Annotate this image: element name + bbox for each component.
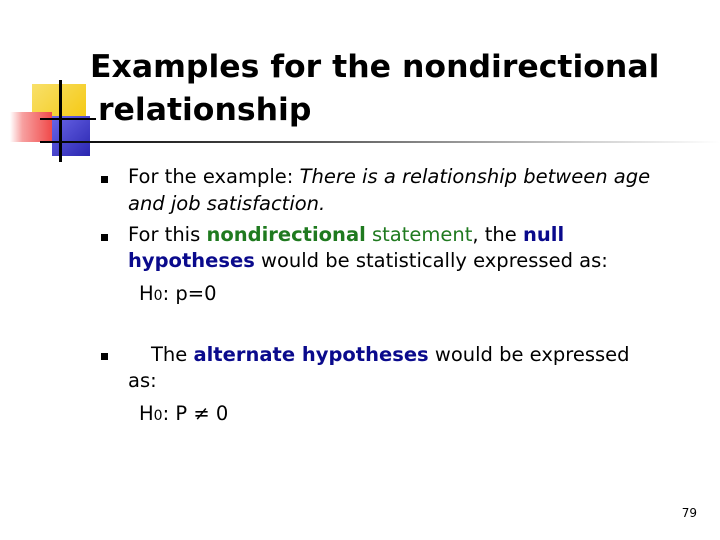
square-bullet-icon: [101, 353, 108, 360]
formula-null-expression: : p=0: [162, 282, 217, 305]
formula-alternate-expression: : P ≠ 0: [162, 402, 229, 425]
page-number: 79: [681, 506, 697, 520]
slide-title-line2: relationship: [98, 92, 312, 128]
bullet-3-text-c: would be expressed: [428, 343, 630, 366]
bullet-2-formula: [139, 280, 217, 310]
formula-subscript: 0: [153, 408, 163, 424]
bullet-2-text-d: , the: [472, 223, 523, 246]
decor-vertical-rule: [59, 80, 62, 162]
bullet-2-null-emphasis: null: [523, 223, 565, 246]
square-bullet-icon: [101, 176, 108, 183]
bullet-3-formula: [139, 400, 228, 430]
formula-h-symbol: H: [139, 402, 154, 425]
bullet-3-alternate-emphasis: alternate hypotheses: [193, 343, 429, 366]
bullet-1-example-italic: There is a relationship between age: [299, 165, 651, 188]
decor-red-square: [10, 112, 52, 142]
formula-subscript: 0: [153, 288, 163, 304]
bullet-2-text-a: For this: [128, 223, 207, 246]
decor-blue-square: [52, 116, 90, 156]
slide-title: [90, 46, 700, 132]
square-bullet-icon: [101, 234, 108, 241]
bullet-2-line2: [128, 247, 608, 274]
bullet-1-line2: and job satisfaction.: [128, 192, 326, 215]
bullet-3-text-a: The: [151, 343, 194, 366]
bullet-1-prefix: For the example:: [128, 165, 300, 188]
formula-h-symbol: H: [139, 282, 154, 305]
bullet-3-line1: [151, 341, 630, 368]
bullet-2-statement-emphasis: statement: [365, 223, 473, 246]
bullet-2-hypotheses-emphasis: hypotheses: [128, 249, 255, 272]
slide-title-line1: Examples for the nondirectional: [90, 49, 660, 85]
decor-short-rule: [40, 118, 96, 120]
bullet-1-line1: [128, 163, 650, 190]
bullet-2-line1: [128, 221, 564, 248]
title-underline-rule: [40, 141, 720, 143]
bullet-2-text-expressed: would be statistically expressed as:: [254, 249, 608, 272]
bullet-2-nondirectional-emphasis: nondirectional: [206, 223, 366, 246]
bullet-3-line2: as:: [128, 369, 157, 392]
